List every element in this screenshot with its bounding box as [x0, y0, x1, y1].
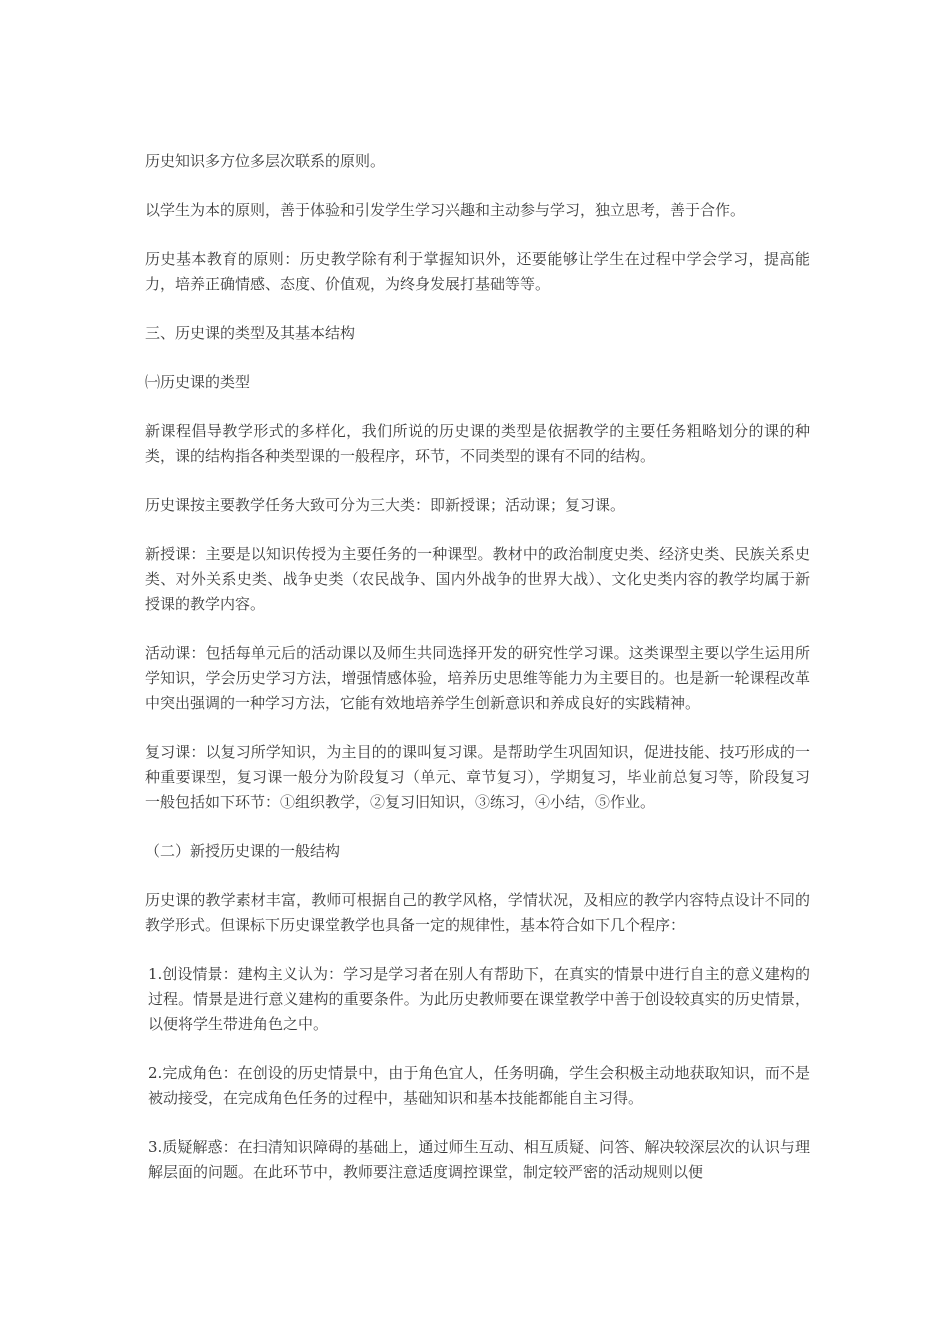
subheading-new-lesson-structure: （二）新授历史课的一般结构	[145, 842, 341, 860]
paragraph-activity-lesson: 活动课：包括每单元后的活动课以及师生共同选择开发的研究性学习课。这类课型主要以学生运用所学知识，学会历史学习方法，增强情感体验，培养历史思维等能力为主要目的。也是新一轮课程改革中突出强调的一种学习方法，它能有效地培养学生创新意识和养成良好的实践精神。	[145, 644, 810, 712]
list-item-create-scenario: 1.创设情景：建构主义认为：学习是学习者在别人有帮助下，在真实的情景中进行自主的意义建构的过程。情景是进行意义建构的重要条件。为此历史教师要在课堂教学中善于创设较真实的历史情景，以便将学生带进角色之中。	[148, 965, 810, 1033]
paragraph-teaching-materials: 历史课的教学素材丰富，教师可根据自己的教学风格，学情状况，及相应的教学内容特点设计不同的教学形式。但课标下历史课堂教学也具备一定的规律性，基本符合如下几个程序：	[145, 891, 810, 934]
list-item-question-answer: 3.质疑解惑：在扫清知识障碍的基础上，通过师生互动、相互质疑、问答、解决较深层次的认识与理解层面的问题。在此环节中，教师要注意适度调控课堂，制定较严密的活动规则以便	[148, 1138, 810, 1181]
list-item-complete-role: 2.完成角色：在创设的历史情景中，由于角色宜人，任务明确，学生会积极主动地获取知识，而不是被动接受，在完成角色任务的过程中，基础知识和基本技能都能自主习得。	[148, 1064, 810, 1107]
paragraph-principle-connection: 历史知识多方位多层次联系的原则。	[145, 152, 386, 170]
paragraph-review-lesson: 复习课：以复习所学知识，为主目的的课叫复习课。是帮助学生巩固知识，促进技能、技巧形成的一种重要课型，复习课一般分为阶段复习（单元、章节复习），学期复习，毕业前总复习等，阶段复习一般包括如下环节：①组织教学，②复习旧知识，③练习，④小结，⑤作业。	[145, 743, 810, 811]
document-body	[145, 149, 810, 1209]
paragraph-curriculum-diversity: 新课程倡导教学形式的多样化，我们所说的历史课的类型是依据教学的主要任务粗略划分的课的种类，课的结构指各种类型课的一般程序，环节，不同类型的课有不同的结构。	[145, 422, 810, 465]
paragraph-three-categories: 历史课按主要教学任务大致可分为三大类：即新授课；活动课；复习课。	[145, 496, 626, 514]
paragraph-basic-education: 历史基本教育的原则：历史教学除有利于掌握知识外，还要能够让学生在过程中学会学习，提高能力，培养正确情感、态度、价值观，为终身发展打基础等等。	[145, 250, 810, 293]
paragraph-student-centered: 以学生为本的原则，善于体验和引发学生学习兴趣和主动参与学习，独立思考，善于合作。	[145, 201, 746, 219]
section-heading-lesson-types: 三、历史课的类型及其基本结构	[145, 324, 356, 342]
paragraph-new-lesson: 新授课：主要是以知识传授为主要任务的一种课型。教材中的政治制度史类、经济史类、民族关系史类、对外关系史类、战争史类（农民战争、国内外战争的世界大战）、文化史类内容的教学均属于新授课的教学内容。	[145, 545, 810, 613]
subheading-lesson-types: ㈠历史课的类型	[145, 373, 251, 391]
